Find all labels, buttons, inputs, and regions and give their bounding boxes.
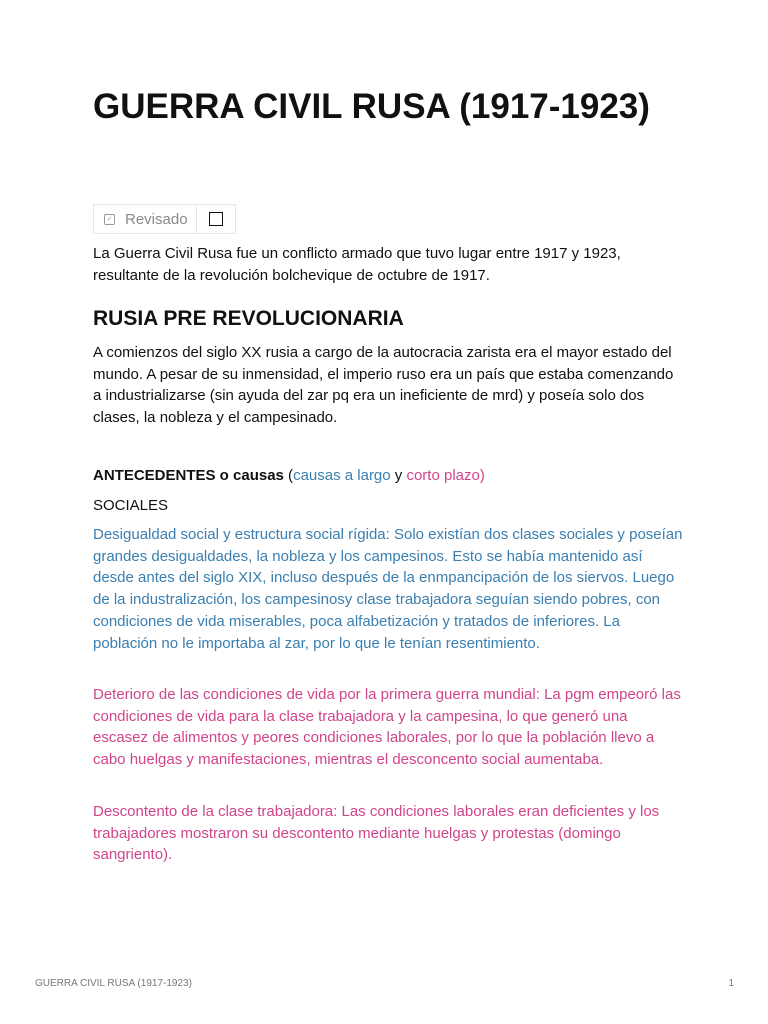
short-term-label: corto plazo) <box>406 467 485 484</box>
long-term-label: causas a largo <box>293 467 391 484</box>
desigualdad-paragraph: Desigualdad social y estructura social rígida: Solo existían dos clases sociales y poseían grandes desigualdades, la nobleza y los campesinos. Esto se había mantenido así desde antes del siglo XIX, incluso después de la enmpancipación de los siervos. Luego de la industralización, los campesinosy clase trabajadora seguían siendo pobres, con condiciones de vida miserables, poca alfabetización y tratados de inferiores. La población no le importaba al zar, por lo que le tenían resentimiento. <box>93 526 683 652</box>
sociales-label: SOCIALES <box>93 497 169 514</box>
page-title: GUERRA CIVIL RUSA (1917-1923) <box>93 87 650 126</box>
property-row-revisado <box>93 204 236 234</box>
deterioro-paragraph: Deterioro de las condiciones de vida por la primera guerra mundial: La pgm empeoró las condiciones de vida para la clase trabajadora y la campesina, lo que generó una escasez de alimentos y peores condiciones laborales, por lo que la población llevo a cabo huelgas y manifestaciones, mientras el desconcento social aumentaba. <box>93 686 681 769</box>
antecedentes-line <box>93 465 485 487</box>
property-key <box>94 205 197 233</box>
section-body: A comienzos del siglo XX rusia a cargo de la autocracia zarista era el mayor estado del mundo. A pesar de su inmensidad, el imperio ruso era un país que estaba comenzando a industrializarse (sin ayuda del zar pq era un ineficiente de mrd) y poseía solo dos clases, la nobleza y el campesinado. <box>93 344 674 427</box>
descontento-paragraph: Descontento de la clase trabajadora: Las condiciones laborales eran deficientes y los trabajadores mostraron su descontento mediante huelgas y protestas (domingo sangriento). <box>93 803 660 864</box>
property-value[interactable] <box>197 205 235 233</box>
and-connector: y <box>390 467 407 484</box>
open-paren: ( <box>283 467 294 484</box>
section-heading: RUSIA PRE REVOLUCIONARIA <box>93 307 404 330</box>
checkbox-property-icon: ✓ <box>104 214 115 225</box>
footer-title: GUERRA CIVIL RUSA (1917-1923) <box>35 978 192 989</box>
property-label: Revisado <box>125 210 188 228</box>
footer-page-number: 1 <box>728 978 734 989</box>
revisado-checkbox[interactable] <box>209 212 223 226</box>
antecedentes-label: ANTECEDENTES o causas <box>93 467 284 484</box>
intro-paragraph: La Guerra Civil Rusa fue un conflicto armado que tuvo lugar entre 1917 y 1923, resultante de la revolución bolchevique de octubre de 1917. <box>93 245 621 284</box>
